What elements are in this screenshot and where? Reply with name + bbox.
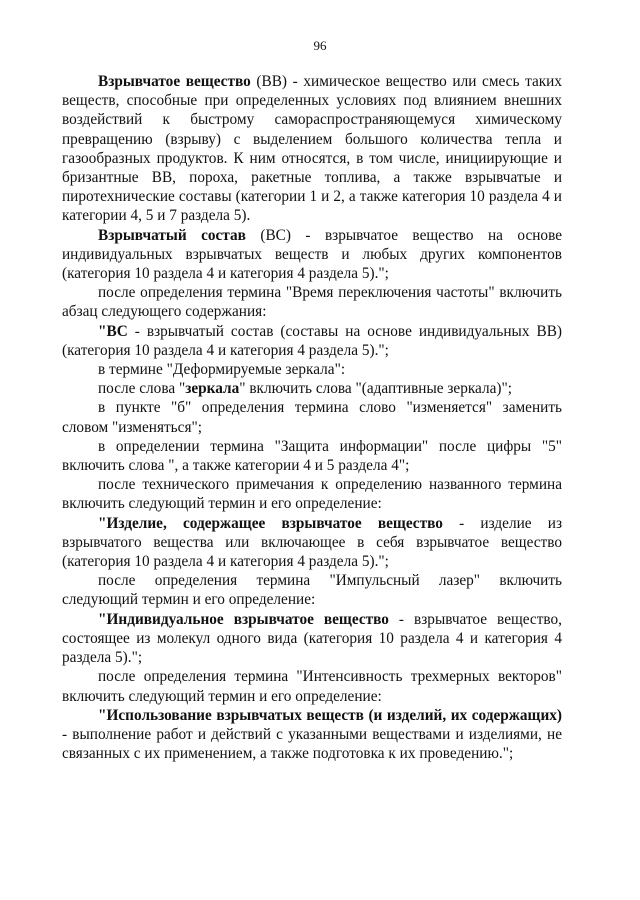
document-body (62, 72, 562, 763)
definition-text: - изделие из взрывчатого вещества или включающее в себя взрывчатое вещество (категория 10 раздела 4 и категория 4 раздела 5)."; (62, 514, 562, 571)
term-explosive: Взрывчатое вещество (98, 73, 251, 90)
paragraph-instruction (62, 667, 562, 705)
paragraph-instruction (62, 437, 562, 475)
term-use-of-explosives: "Использование взрывчатых веществ (и изделий, их содержащих) (98, 706, 562, 724)
definition-text: - выполнение работ и действий с указанными веществами и изделиями, не связанных с их применением, а также подготовка к их проведению."; (62, 725, 562, 763)
instruction-text: после технического примечания к определению названного термина включить следующий термин и его определение: (62, 476, 562, 513)
paragraph-instruction (62, 475, 562, 513)
instruction-text: " включить слова "(адаптивные зеркала)"; (239, 380, 512, 398)
term-vs: "ВС (98, 322, 128, 340)
paragraph-use-definition (62, 706, 562, 764)
paragraph-instruction (62, 379, 562, 398)
instruction-prefix: после слова " (98, 380, 186, 398)
paragraph-instruction (62, 571, 562, 609)
instruction-text: после определения термина "Импульсный лазер" включить следующий термин и его определение: (62, 572, 562, 609)
paragraph-instruction (62, 398, 562, 436)
term-mirrors: зеркала (185, 380, 240, 398)
page-number: 96 (313, 38, 327, 53)
paragraph-item-definition (62, 514, 562, 572)
instruction-text: после определения термина "Интенсивность трехмерных векторов" включить следующий термин и его определение: (62, 668, 562, 705)
instruction-text: в термине "Деформируемые зеркала": (98, 361, 346, 379)
definition-text: - взрывчатое вещество, состоящее из молекул одного вида (категория 10 раздела 4 и категория 4 раздела 5)."; (62, 610, 562, 667)
definition-text: (ВС) - взрывчатое вещество на основе индивидуальных взрывчатых веществ и любых других компонентов (категория 10 раздела 4 и категория 4 раздела 5)."; (62, 226, 562, 283)
paragraph-instruction (62, 283, 562, 321)
term-item-with-explosive: "Изделие, содержащее взрывчатое вещество (98, 514, 443, 532)
term-explosive-composition: Взрывчатый состав (98, 226, 246, 244)
term-individual-explosive: "Индивидуальное взрывчатое вещество (98, 610, 389, 628)
paragraph-vs-definition (62, 322, 562, 360)
instruction-text: в определении термина "Защита информации" после цифры "5" включить слова ", а также категории 4 и 5 раздела 4"; (62, 437, 562, 475)
instruction-text: после определения термина "Время переключения частоты" включить абзац следующего содержания: (62, 284, 562, 321)
definition-text: - взрывчатый состав (составы на основе индивидуальных ВВ) (категория 10 раздела 4 и категория 4 раздела 5)."; (62, 322, 562, 359)
paragraph-explosive-definition (62, 72, 562, 226)
instruction-text: в пункте "б" определения термина слово "изменяется" заменить словом "изменяться"; (62, 399, 562, 436)
paragraph-individual-definition (62, 610, 562, 668)
definition-text: (ВВ) - химическое вещество или смесь таких веществ, способные при определенных условиях под влиянием внешних воздействий к быстрому самораспространяющемуся химическому превращению (взрыву) с выделением большого количества тепла и газообразных продуктов. К ним относятся, в том числе, инициирующие и бризантные ВВ, пороха, ракетные топлива, а также взрывчатые и пиротехнические составы (категории 1 и 2, а также категория 10 раздела 4 и категории 4, 5 и 7 раздела 5). (62, 73, 563, 225)
paragraph-explosive-composition (62, 226, 562, 284)
paragraph-instruction (62, 360, 562, 379)
